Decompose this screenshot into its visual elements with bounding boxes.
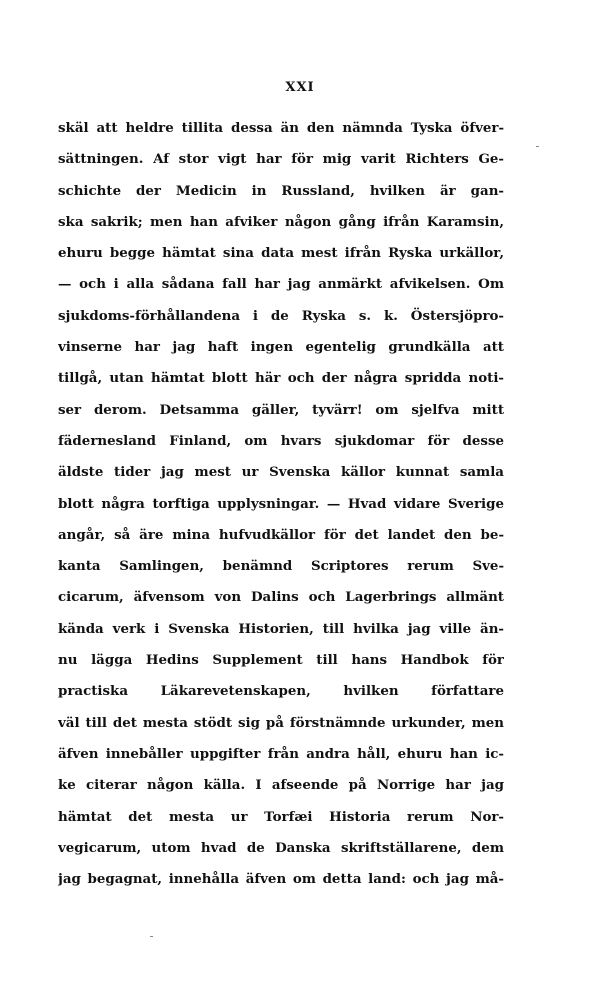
text-line: angår, så äre mina hufvudkällor för det landet den be- [58,526,504,543]
text-line: ehuru begge hämtat sina data mest ifrån Ryska urkällor, [58,245,504,262]
text-line: practiska Läkarevetenskapen, hvilken författare [58,683,504,700]
page-number: XXI [285,80,315,95]
text-line: vegicarum, utom hvad de Danska skriftställarene, dem [58,839,504,856]
text-line: kända verk i Svenska Historien, till hvilka jag ville än- [58,620,504,637]
text-line: vinserne har jag haft ingen egentelig grundkälla att [58,339,504,356]
text-line: ke citerar någon källa. I afseende på Norrige har jag [58,777,504,794]
text-line: sättningen. Af stor vigt har för mig varit Richters Ge- [58,151,504,168]
text-line: skäl att heldre tillita dessa än den nämnda Tyska öfver- [58,120,504,136]
text-line: äldste tider jag mest ur Svenska källor kunnat samla [58,464,504,481]
text-line: ser derom. Detsamma gäller, tyvärr! om sjelfva mitt [58,401,504,418]
text-line: nu lägga Hedins Supplement till hans Handbok för [58,652,504,669]
text-line: tillgå, utan hämtat blott här och der några spridda noti- [58,370,504,387]
text-line: ska sakrik; men han afviker någon gång ifrån Karamsin, [58,213,504,230]
text-line: sjukdoms-förhållandena i de Ryska s. k. Östersjöpro- [58,307,504,324]
text-line: hämtat det mesta ur Torfæi Historia rerum Nor- [58,808,504,825]
body-text [58,118,504,900]
text-line: väl till det mesta stödt sig på förstnämnde urkunder, men [58,714,504,731]
paper-speck [150,936,153,937]
paper-speck [536,146,539,147]
text-line: jag begagnat, innehålla äfven om detta land: och jag må- [58,871,504,888]
text-line: kanta Samlingen, benämnd Scriptores rerum Sve- [58,558,504,575]
text-line: fädernesland Finland, om hvars sjukdomar för desse [58,432,504,449]
text-line: blott några torftiga upplysningar. — Hvad vidare Sverige [58,495,504,512]
text-line: — och i alla sådana fall har jag anmärkt afvikelsen. Om [58,276,504,293]
text-line: cicarum, äfvensom von Dalins och Lagerbrings allmänt [58,589,504,606]
text-line: äfven innebåller uppgifter från andra håll, ehuru han ic- [58,745,504,762]
text-line: schichte der Medicin in Russland, hvilken är gan- [58,182,504,199]
